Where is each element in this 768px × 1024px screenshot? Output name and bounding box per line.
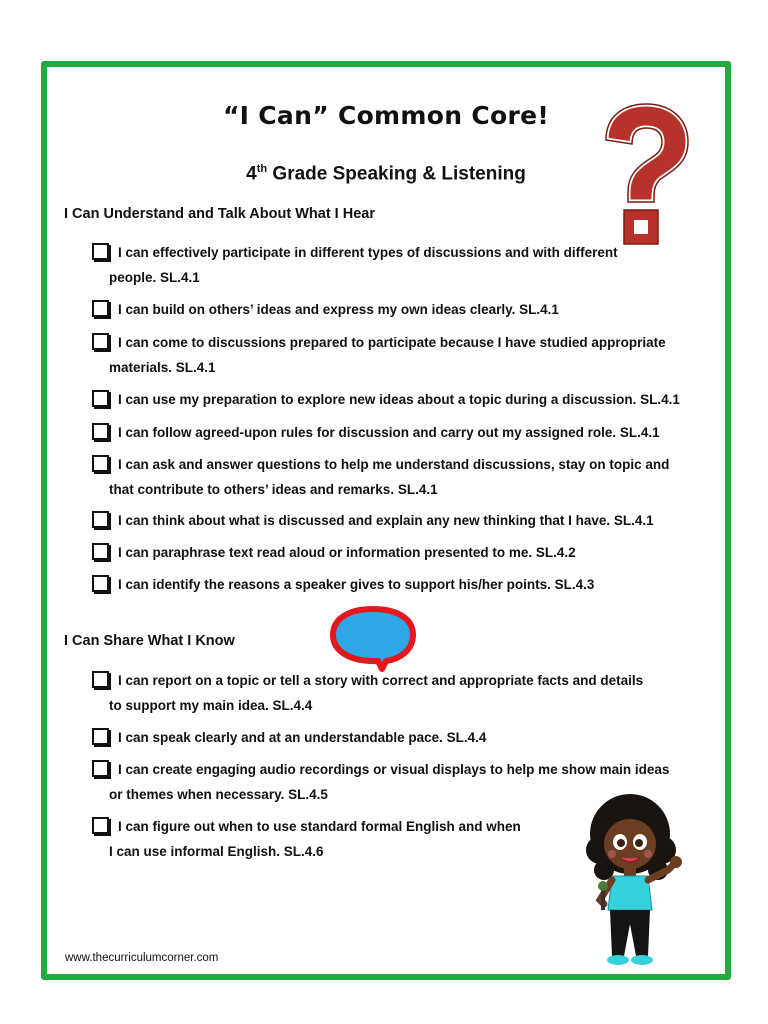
page-frame: [41, 61, 731, 980]
checklist-item: [92, 302, 702, 331]
item-text-continued: materials. SL.4.1: [109, 360, 216, 375]
item-text-continued: that contribute to others’ ideas and remarks. SL.4.1: [109, 482, 438, 497]
checklist-item: [92, 673, 702, 727]
checklist-item: [92, 425, 702, 454]
item-text-continued: people. SL.4.1: [109, 270, 200, 285]
item-text-continued: to support my main idea. SL.4.4: [109, 698, 313, 713]
item-text: I can build on others’ ideas and express my own ideas clearly. SL.4.1: [118, 302, 559, 317]
item-text: I can identify the reasons a speaker gives to support his/her points. SL.4.3: [118, 577, 595, 592]
checklist-item: [92, 513, 702, 542]
item-text-continued: or themes when necessary. SL.4.5: [109, 787, 328, 802]
speech-bubble-icon: [328, 605, 418, 673]
item-text-continued: I can use informal English. SL.4.6: [109, 844, 324, 859]
section-heading-understand: I Can Understand and Talk About What I Hear: [64, 206, 375, 222]
item-text: I can think about what is discussed and explain any new thinking that I have. SL.4.1: [118, 513, 654, 528]
section-heading-share: I Can Share What I Know: [64, 633, 235, 649]
grade-suffix: th: [256, 163, 268, 175]
question-mark-icon: [594, 100, 694, 248]
item-text: I can create engaging audio recordings or visual displays to help me show main ideas: [118, 762, 670, 777]
checklist-item: [92, 545, 702, 574]
checklist-item: [92, 245, 702, 299]
item-text: I can paraphrase text read aloud or information presented to me. SL.4.2: [118, 545, 576, 560]
item-text: I can use my preparation to explore new ideas about a topic during a discussion. SL.4.1: [118, 392, 680, 407]
checklist-item: [92, 392, 702, 421]
checklist-item: [92, 457, 702, 511]
grade-number: 4: [246, 163, 257, 185]
item-text: I can speak clearly and at an understandable pace. SL.4.4: [118, 730, 487, 745]
footer-url[interactable]: www.thecurriculumcorner.com: [65, 952, 219, 964]
subtitle-text: Grade Speaking & Listening: [272, 163, 526, 185]
page-title: “I Can” Common Core!: [222, 101, 550, 130]
item-text: I can figure out when to use standard formal English and when: [118, 819, 521, 834]
girl-illustration: [582, 792, 697, 970]
checklist-item: [92, 730, 702, 759]
item-text: I can ask and answer questions to help me understand discussions, stay on topic and: [118, 457, 670, 472]
item-text: I can report on a topic or tell a story with correct and appropriate facts and details: [118, 673, 644, 688]
checklist-item: [92, 335, 702, 389]
item-text: I can effectively participate in different types of discussions and with different: [118, 245, 618, 260]
checklist-item: [92, 577, 702, 606]
item-text: I can follow agreed-upon rules for discussion and carry out my assigned role. SL.4.1: [118, 425, 660, 440]
item-text: I can come to discussions prepared to participate because I have studied appropriate: [118, 335, 666, 350]
